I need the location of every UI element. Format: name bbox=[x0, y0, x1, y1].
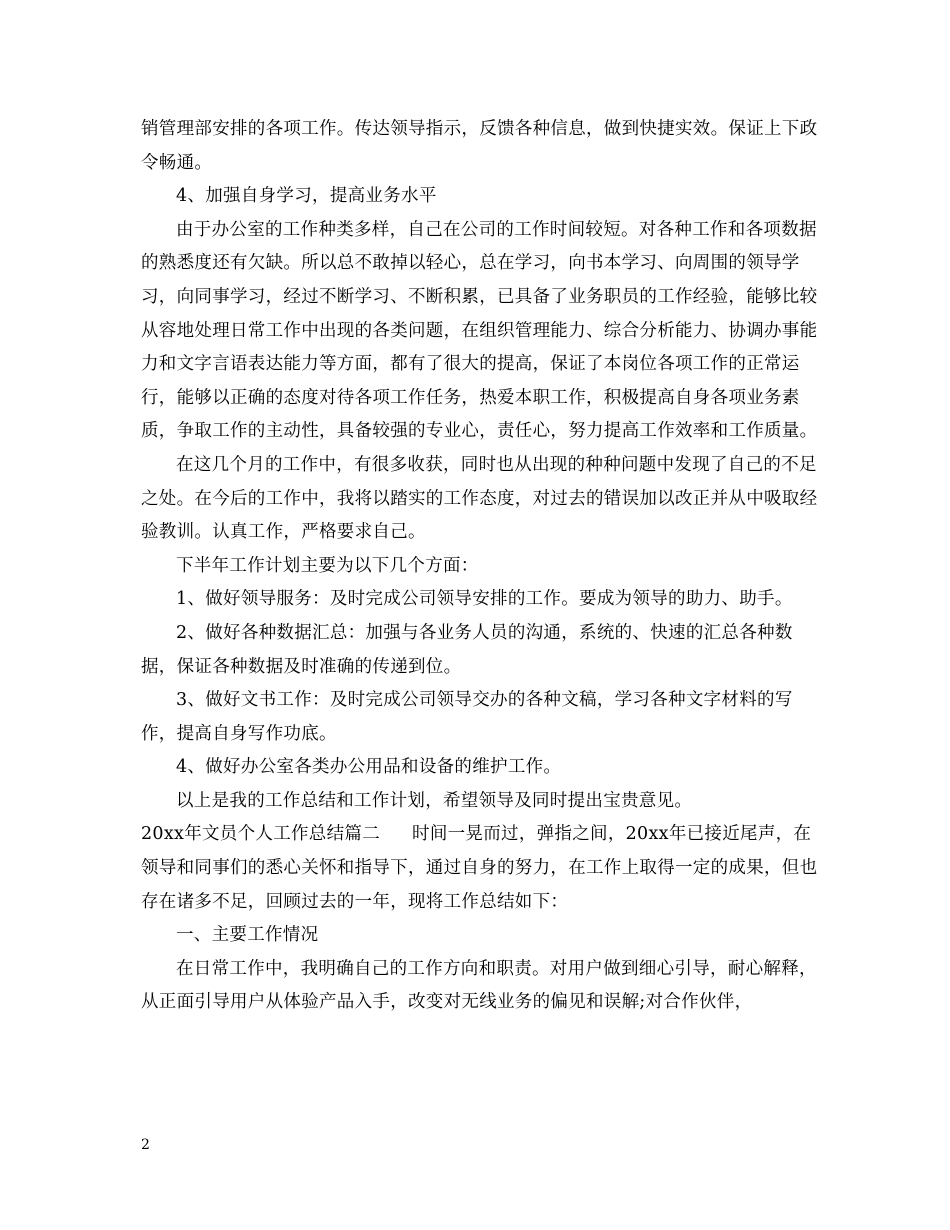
page-number: 2 bbox=[141, 1137, 150, 1153]
paragraph: 销管理部安排的各项工作。传达领导指示，反馈各种信息，做到快捷实效。保证上下政令畅通。 bbox=[141, 119, 818, 173]
paragraph: 2、做好各种数据汇总：加强与各业务人员的沟通，系统的、快速的汇总各种数据，保证各种数据及时准确的传递到位。 bbox=[141, 622, 793, 677]
section-heading-paragraph bbox=[141, 818, 826, 919]
paragraph: 1、做好领导服务：及时完成公司领导安排的工作。要成为领导的助力、助手。 bbox=[176, 589, 793, 610]
section-title: 20xx年文员个人工作总结篇二 bbox=[141, 824, 381, 845]
paragraph: 3、做好文书工作：及时完成公司领导交办的各种文稿，学习各种文字材料的写作，提高自身写作功底。 bbox=[141, 690, 793, 744]
document-body bbox=[141, 113, 826, 1020]
paragraph: 一、主要工作情况 bbox=[176, 925, 319, 946]
paragraph: 在日常工作中，我明确自己的工作方向和职责。对用户做到细心引导，耐心解释，从正面引导用户从体验产品入手，改变对无线业务的偏见和误解;对合作伙伴， bbox=[141, 958, 817, 1013]
section-intro: 时间一晃而过，弹指之间，20xx年已接近尾声，在领导和同事们的悉心关怀和指导下，通过自身的努力，在工作上取得一定的成果，但也存在诸多不足，回顾过去的一年，现将工作总结如下： bbox=[141, 824, 818, 912]
paragraph: 下半年工作计划主要为以下几个方面： bbox=[176, 555, 479, 576]
paragraph: 由于办公室的工作种类多样，自己在公司的工作时间较短。对各种工作和各项数据的熟悉度还有欠缺。所以总不敢掉以轻心，总在学习，向书本学习、向周围的领导学习，向同事学习，经过不断学习、不断积累，已具备了业务职员的工作经验，能够比较从容地处理日常工作中出现的各类问题，在组织管理能力、综合分析能力、协调办事能力和文字言语表达能力等方面，都有了很大的提高，保证了本岗位各项工作的正常运行，能够以正确的态度对待各项工作任务，热爱本职工作，积极提高自身各项业务素质，争取工作的主动性，具备较强的专业心，责任心，努力提高工作效率和工作质量。 bbox=[141, 219, 818, 442]
paragraph: 以上是我的工作总结和工作计划，希望领导及同时提出宝贵意见。 bbox=[176, 790, 693, 811]
paragraph: 在这几个月的工作中，有很多收获，同时也从出现的种种问题中发现了自己的不足之处。在今后的工作中，我将以踏实的工作态度，对过去的错误加以改正并从中吸取经验教训。认真工作，严格要求自己。 bbox=[141, 454, 818, 543]
paragraph: 4、做好办公室各类办公用品和设备的维护工作。 bbox=[176, 757, 562, 778]
paragraph: 4、加强自身学习，提高业务水平 bbox=[176, 186, 437, 207]
